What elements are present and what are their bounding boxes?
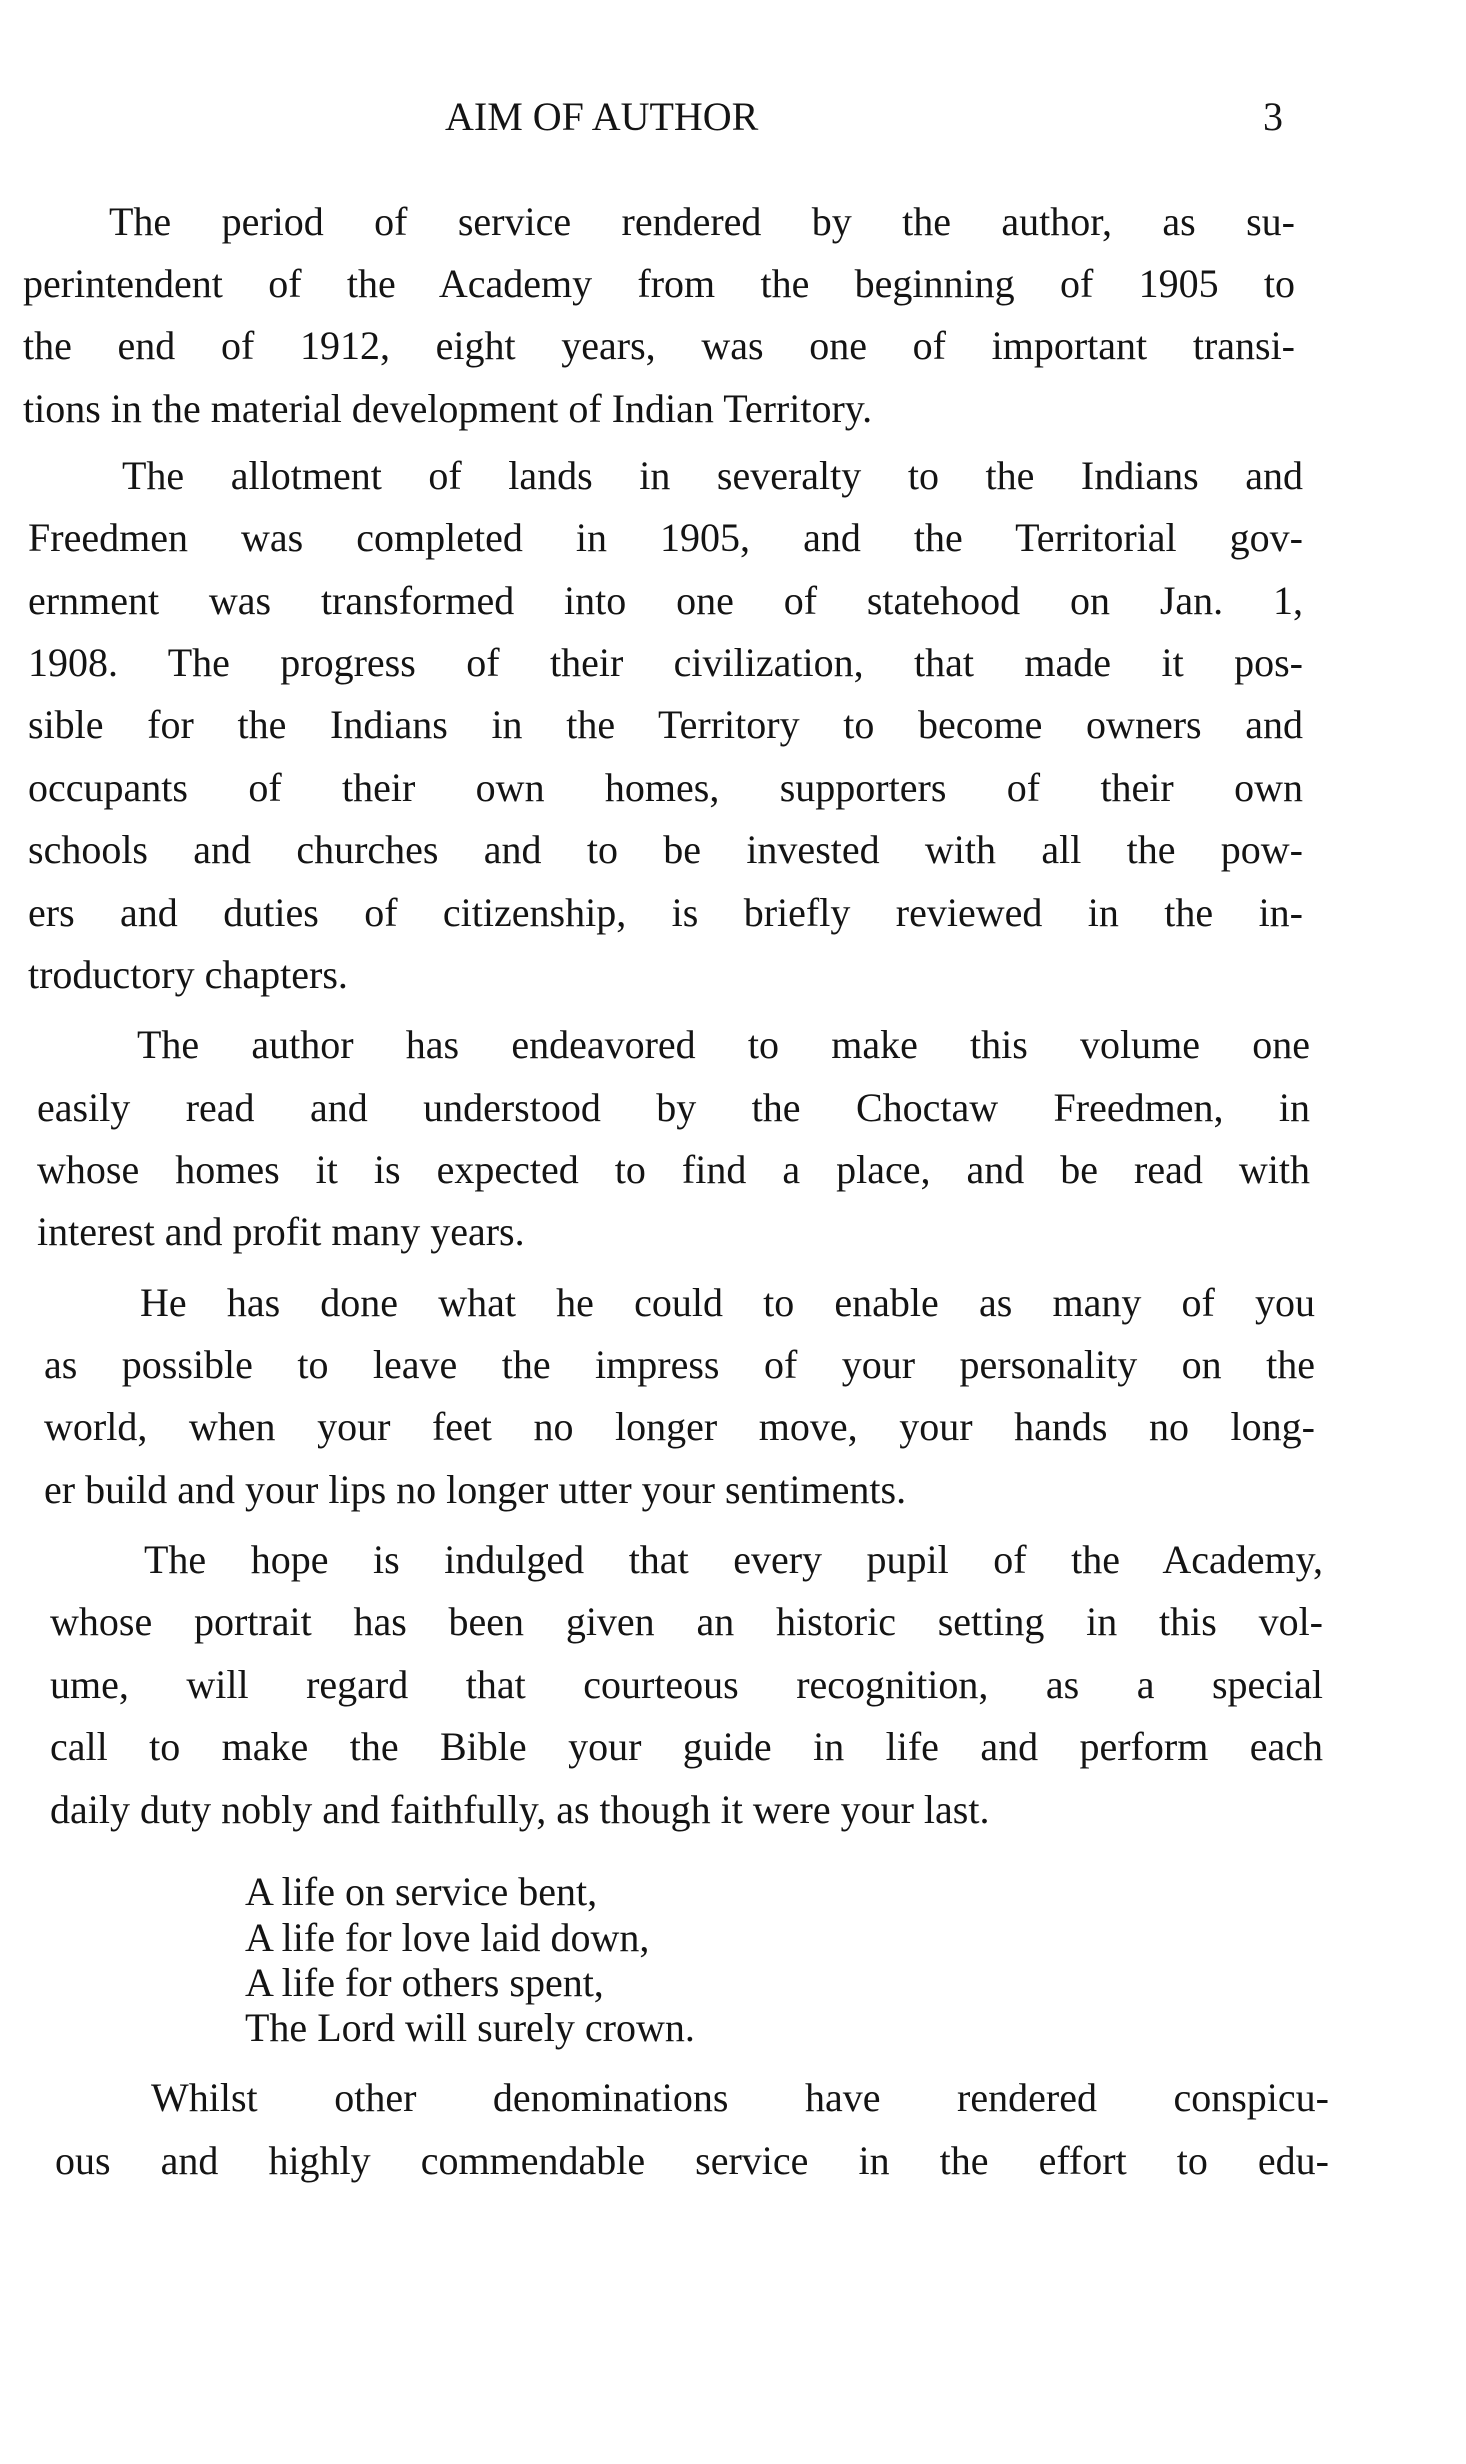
paragraph-5-line: The hope is indulged that every pupil of the Academy, bbox=[144, 1537, 1323, 1582]
paragraph-4-line: as possible to leave the impress of your personality on the bbox=[44, 1342, 1315, 1387]
paragraph-4-line: er build and your lips no longer utter your sentiments. bbox=[44, 1467, 907, 1512]
paragraph-3-line: The author has endeavored to make this volume one bbox=[137, 1022, 1310, 1067]
paragraph-2-line: troductory chapters. bbox=[28, 952, 348, 997]
paragraph-5-line: call to make the Bible your guide in life and perform each bbox=[50, 1724, 1323, 1769]
poem-line: A life on service bent, bbox=[245, 1869, 598, 1914]
paragraph-1-line: tions in the material development of Indian Territory. bbox=[23, 386, 873, 431]
paragraph-5-line: ume, will regard that courteous recognition, as a special bbox=[50, 1662, 1323, 1707]
running-title: AIM OF AUTHOR bbox=[445, 94, 759, 139]
paragraph-2-line: The allotment of lands in severalty to the Indians and bbox=[122, 453, 1303, 498]
paragraph-4-line: He has done what he could to enable as many of you bbox=[140, 1280, 1315, 1325]
paragraph-3-line: easily read and understood by the Choctaw Freedmen, in bbox=[37, 1085, 1310, 1130]
poem-line: A life for love laid down, bbox=[245, 1915, 650, 1960]
paragraph-5-line: daily duty nobly and faithfully, as though it were your last. bbox=[50, 1787, 990, 1832]
paragraph-3-line: whose homes it is expected to find a place, and be read with bbox=[37, 1147, 1310, 1192]
paragraph-2-line: Freedmen was completed in 1905, and the Territorial gov- bbox=[28, 515, 1303, 560]
poem-line: A life for others spent, bbox=[245, 1960, 604, 2005]
paragraph-2-line: schools and churches and to be invested with all the pow- bbox=[28, 827, 1303, 872]
paragraph-3-line: interest and profit many years. bbox=[37, 1209, 525, 1254]
closing-paragraph-line: ous and highly commendable service in the effort to edu- bbox=[55, 2138, 1329, 2183]
poem-line: The Lord will surely crown. bbox=[245, 2005, 695, 2050]
paragraph-2-line: sible for the Indians in the Territory to become owners and bbox=[28, 702, 1303, 747]
paragraph-5-line: whose portrait has been given an historic setting in this vol- bbox=[50, 1599, 1323, 1644]
paragraph-1-line: the end of 1912, eight years, was one of important transi- bbox=[23, 323, 1295, 368]
paragraph-2-line: ernment was transformed into one of statehood on Jan. 1, bbox=[28, 578, 1303, 623]
paragraph-2-line: 1908. The progress of their civilization, that made it pos- bbox=[28, 640, 1303, 685]
paragraph-2-line: ers and duties of citizenship, is briefly reviewed in the in- bbox=[28, 890, 1303, 935]
page-number: 3 bbox=[1263, 94, 1283, 139]
closing-paragraph-line: Whilst other denominations have rendered conspicu- bbox=[151, 2075, 1329, 2120]
paragraph-1-line: The period of service rendered by the author, as su- bbox=[109, 199, 1295, 244]
paragraph-4-line: world, when your feet no longer move, your hands no long- bbox=[44, 1404, 1315, 1449]
paragraph-1-line: perintendent of the Academy from the beginning of 1905 to bbox=[23, 261, 1295, 306]
paragraph-2-line: occupants of their own homes, supporters of their own bbox=[28, 765, 1303, 810]
